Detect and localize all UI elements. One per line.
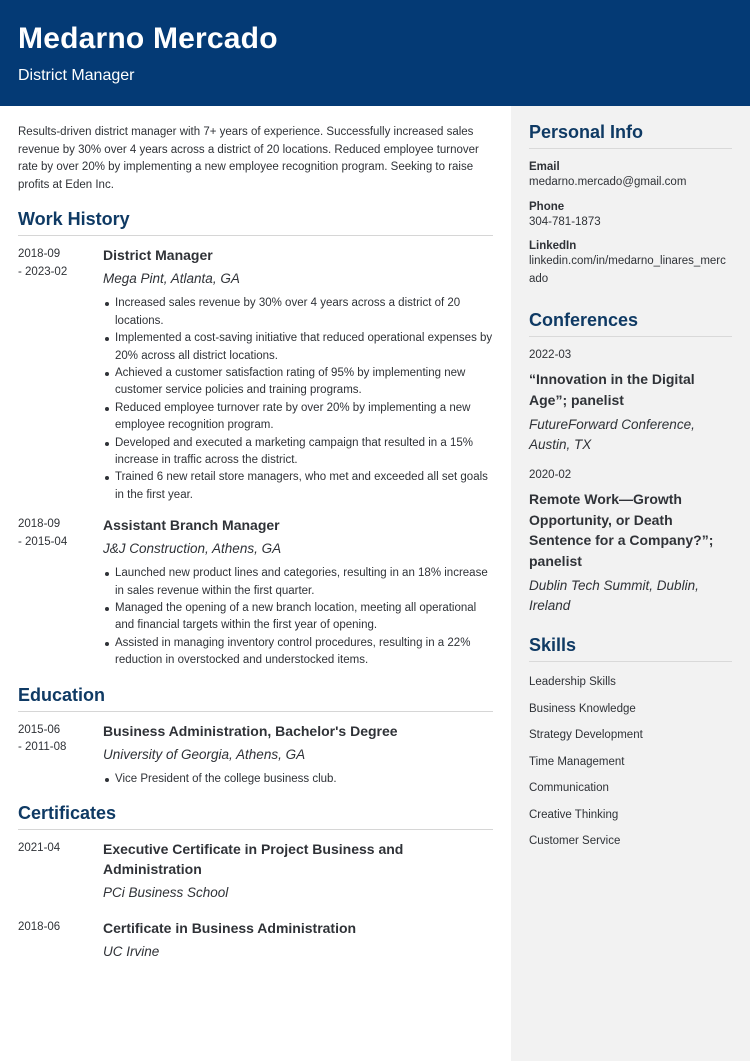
- job-title: Assistant Branch Manager: [103, 517, 280, 534]
- job-org: J&J Construction, Athens, GA: [103, 541, 282, 557]
- sidebar-column: [529, 122, 732, 850]
- bullet-item: Managed the opening of a new branch location, meeting all operational and financial targets within the first year of opening.: [103, 600, 493, 635]
- education-heading: Education: [18, 685, 493, 712]
- skill-item: Creative Thinking: [529, 808, 619, 821]
- bullet-item: Achieved a customer satisfaction rating of 95% by implementing new customer service policies and training programs.: [103, 365, 493, 400]
- phone-value: 304-781-1873: [529, 215, 601, 228]
- conference-date: 2020-02: [529, 469, 572, 482]
- bullet-item: Trained 6 new retail store managers, who met and exceeded all set goals in the first year.: [103, 469, 493, 504]
- education-dates: [18, 722, 98, 757]
- job-bullets: [103, 565, 493, 669]
- phone-label: Phone: [529, 200, 565, 213]
- candidate-name: Medarno Mercado: [18, 22, 278, 55]
- conference-org: FutureForward Conference, Austin, TX: [529, 417, 695, 452]
- bullet-item: Launched new product lines and categories, resulting in an 18% increase in sales revenue within the first quarter.: [103, 565, 493, 600]
- conference-title: “Innovation in the Digital Age”; panelist: [529, 371, 695, 408]
- skill-item: Communication: [529, 782, 609, 795]
- date-end: - 2023-02: [18, 265, 68, 278]
- date-start: 2018-09: [18, 518, 61, 531]
- main-column: [18, 124, 493, 962]
- skill-item: Business Knowledge: [529, 702, 636, 715]
- date-start: 2018-09: [18, 248, 61, 261]
- resume-header: [0, 0, 750, 106]
- bullet-item: Assisted in managing inventory control procedures, resulting in a 22% reduction in overstocked and understocked items.: [103, 635, 493, 670]
- date-start: 2015-06: [18, 723, 61, 736]
- skill-item: Strategy Development: [529, 729, 643, 742]
- job-dates: [18, 516, 98, 551]
- skill-item: Customer Service: [529, 835, 621, 848]
- email-label: Email: [529, 161, 560, 173]
- certificate-title: Executive Certificate in Project Business and Administration: [103, 841, 404, 878]
- education-bullets: [103, 771, 493, 788]
- date-end: - 2011-08: [18, 741, 67, 754]
- skill-item: Leadership Skills: [529, 676, 616, 689]
- school-name: University of Georgia, Athens, GA: [103, 746, 306, 762]
- job-entry: [18, 515, 493, 669]
- certificate-issuer: UC Irvine: [103, 944, 160, 960]
- bullet-item: Implemented a cost-saving initiative that reduced operational expenses by 20% across all district locations.: [103, 330, 493, 365]
- certificate-issuer: PCi Business School: [103, 885, 229, 901]
- job-entry: [18, 245, 493, 504]
- linkedin-value: linkedin.com/in/medarno_linares_mercado: [529, 255, 726, 285]
- certificate-entry: [18, 918, 493, 962]
- conference-title: Remote Work—Growth Opportunity, or Death Sentence for a Company?”; panelist: [529, 491, 714, 569]
- education-entry: [18, 721, 493, 788]
- bullet-item: Reduced employee turnover rate by over 20% by implementing a new employee recognition program.: [103, 400, 493, 435]
- candidate-role: District Manager: [18, 67, 135, 84]
- certificate-date: 2021-04: [18, 842, 61, 855]
- certificate-title: Certificate in Business Administration: [103, 920, 357, 937]
- conference-org: Dublin Tech Summit, Dublin, Ireland: [529, 578, 699, 613]
- date-end: - 2015-04: [18, 535, 68, 548]
- personal-info-heading: Personal Info: [529, 122, 732, 149]
- skills-heading: Skills: [529, 635, 732, 662]
- job-org: Mega Pint, Atlanta, GA: [103, 271, 240, 287]
- skill-item: Time Management: [529, 755, 625, 768]
- job-title: District Manager: [103, 247, 213, 264]
- conferences-heading: Conferences: [529, 310, 732, 337]
- bullet-item: Increased sales revenue by 30% over 4 years across a district of 20 locations.: [103, 295, 493, 330]
- conference-date: 2022-03: [529, 349, 572, 362]
- email-value: medarno.mercado@gmail.com: [529, 176, 687, 188]
- summary: Results-driven district manager with 7+ years of experience. Successfully increased sales revenue by 30% over 4 years across a district of 20 locations. Reduced employee turnover rate by over 20% by implementing a new employee recognition program. Seeking to raise profits at Eden Inc.: [18, 126, 479, 191]
- job-bullets: [103, 295, 493, 504]
- bullet-item: Vice President of the college business club.: [103, 771, 493, 788]
- certificates-heading: Certificates: [18, 803, 493, 830]
- job-dates: [18, 246, 98, 281]
- bullet-item: Developed and executed a marketing campaign that resulted in a 15% increase in traffic across the district.: [103, 435, 493, 470]
- certificate-entry: [18, 839, 493, 903]
- work-history-heading: Work History: [18, 209, 493, 236]
- certificate-date: 2018-06: [18, 921, 61, 934]
- linkedin-label: LinkedIn: [529, 240, 577, 253]
- degree-title: Business Administration, Bachelor's Degree: [103, 722, 398, 739]
